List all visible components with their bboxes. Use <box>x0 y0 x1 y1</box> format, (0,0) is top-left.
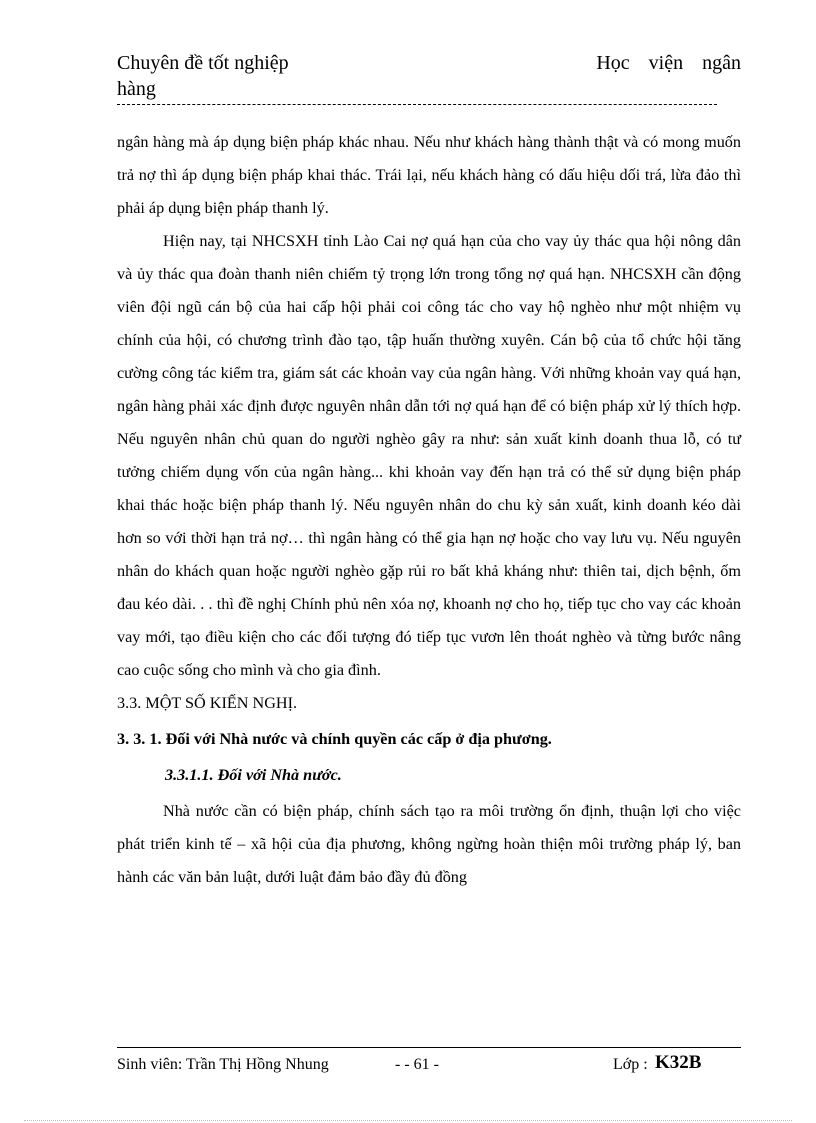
paragraph-continuation: ngân hàng mà áp dụng biện pháp khác nhau. Nếu như khách hàng thành thật và có mong muốn trả nợ thì áp dụng biện pháp khai thác. Trái lại, nếu khách hàng có dấu hiệu dối trá, lừa đảo thì phải áp dụng biện pháp thanh lý. <box>117 133 741 217</box>
header-dashed-separator <box>117 104 717 105</box>
footer-class-value: K32B <box>655 1052 702 1073</box>
footer-rule <box>117 1047 741 1048</box>
section-heading-3-3-1-1: 3.3.1.1. Đối với Nhà nước. <box>165 766 342 784</box>
header-institution-wrap: hàng <box>117 78 156 100</box>
paragraph-overdue-debt: Hiện nay, tại NHCSXH tỉnh Lào Cai nợ quá hạn của cho vay ủy thác qua hội nông dân và ủy thác qua đoàn thanh niên chiếm tỷ trọng lớn trong tổng nợ quá hạn. NHCSXH cần động viên đội ngũ cán bộ của hai cấp hội phải coi công tác cho vay hộ nghèo như một nhiệm vụ chính của hội, có chương trình đào tạo, tập huấn thường xuyên. Cán bộ của tổ chức hội tăng cường công tác kiểm tra, giám sát các khoản vay của ngân hàng. Với những khoản vay quá hạn, ngân hàng phải xác định được nguyên nhân dẫn tới nợ quá hạn để có biện pháp xử lý thích hợp. Nếu nguyên nhân chủ quan do người nghèo gây ra như: sản xuất kinh doanh thua lỗ, có tư tưởng chiếm dụng vốn của ngân hàng... khi khoản vay đến hạn trả có thể sử dụng biện pháp khai thác hoặc biện pháp thanh lý. Nếu nguyên nhân do chu kỳ sản xuất, kinh doanh kéo dài hơn so với thời hạn trả nợ… thì ngân hàng có thể gia hạn nợ hoặc cho vay lưu vụ. Nếu nguyên nhân do khách quan hoặc người nghèo gặp rủi ro bất khả kháng như: thiên tai, dịch bệnh, ốm đau kéo dài. . . thì đề nghị Chính phủ nên xóa nợ, khoanh nợ cho họ, tiếp tục cho vay các khoản vay mới, tạo điều kiện cho các đối tượng đó tiếp tục vươn lên thoát nghèo và từng bước nâng cao cuộc sống cho mình và cho gia đình. <box>117 232 741 679</box>
footer-page-number: - - 61 - <box>395 1056 439 1073</box>
paragraph-state-policy: Nhà nước cần có biện pháp, chính sách tạo ra môi trường ổn định, thuận lợi cho việc phát triển kinh tế – xã hội của địa phương, không ngừng hoàn thiện môi trường pháp lý, ban hành các văn bản luật, dưới luật đảm bảo đầy đủ đồng <box>117 802 741 886</box>
footer-student-name: Sinh viên: Trần Thị Hồng Nhung <box>117 1056 329 1073</box>
page-footer <box>117 1050 741 1080</box>
header-thesis-title: Chuyên đề tốt nghiệp <box>117 52 289 74</box>
header-institution: Học viện ngân <box>596 52 741 74</box>
section-heading-3-3: 3.3. MỘT SỐ KIẾN NGHỊ. <box>117 694 298 712</box>
footer-class-label: Lớp : <box>613 1056 648 1073</box>
page-content <box>117 126 741 894</box>
section-heading-3-3-1: 3. 3. 1. Đối với Nhà nước và chính quyền các cấp ở địa phương. <box>117 730 552 748</box>
page-bottom-edge <box>24 1120 792 1121</box>
